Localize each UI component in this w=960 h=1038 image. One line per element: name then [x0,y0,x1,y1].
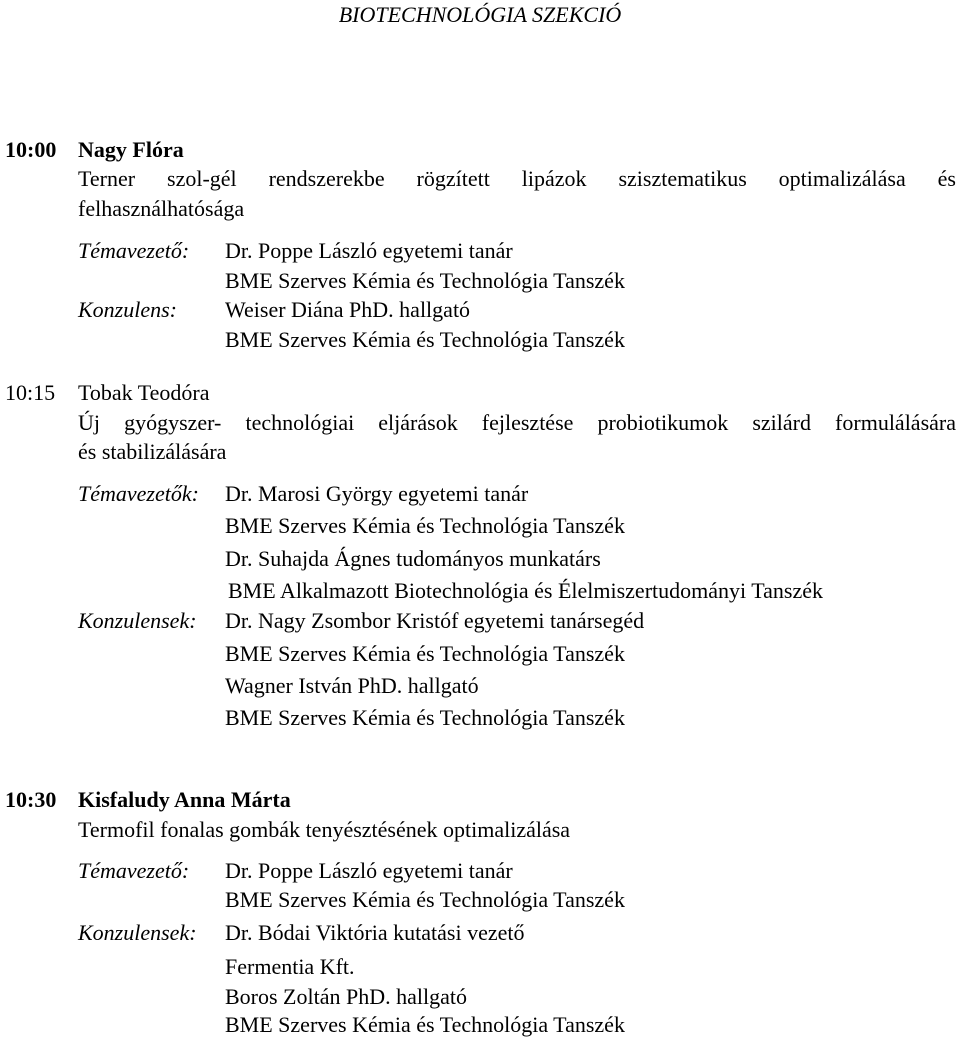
consultant-department: Fermentia Kft. [225,954,355,979]
talk-title-line: Új gyógyszer- technológiai eljárások fejlesztése probiotikumok szilárd formulálására [78,410,956,435]
talk-title-line: Termofil fonalas gombák tenyésztésének optimalizálása [78,817,571,842]
consultant-department: BME Szerves Kémia és Technológia Tanszék [225,327,625,352]
talk-title-line: és stabilizálására [78,439,227,464]
supervisor-name: Dr. Poppe László egyetemi tanár [225,238,513,263]
presenter-name: Kisfaludy Anna Márta [78,787,291,812]
supervisor-label: Témavezetők: [78,481,199,506]
supervisor-name: Dr. Marosi György egyetemi tanár [225,481,529,506]
presenter-name: Tobak Teodóra [78,380,210,405]
consultant-department: BME Szerves Kémia és Technológia Tanszék [225,641,625,666]
supervisor-department: BME Szerves Kémia és Technológia Tanszék [225,887,625,912]
supervisor-label: Témavezető: [78,858,190,883]
consultant-department: BME Szerves Kémia és Technológia Tanszék [225,705,625,730]
supervisor-name: Dr. Suhajda Ágnes tudományos munkatárs [225,546,601,571]
consultant-name: Boros Zoltán PhD. hallgató [225,984,467,1009]
consultant-label: Konzulensek: [78,608,197,633]
talk-title-line: Terner szol-gél rendszerekbe rögzített lipázok szisztematikus optimalizálása és [78,166,956,191]
session-time: 10:00 [5,137,57,162]
consultant-department: BME Szerves Kémia és Technológia Tanszék [225,1012,625,1037]
consultant-name: Weiser Diána PhD. hallgató [225,297,471,322]
consultant-name: Wagner István PhD. hallgató [225,673,479,698]
consultant-label: Konzulens: [78,297,177,322]
section-title: BIOTECHNOLÓGIA SZEKCIÓ [338,2,622,27]
supervisor-department: BME Szerves Kémia és Technológia Tanszék [225,513,625,538]
supervisor-department: BME Szerves Kémia és Technológia Tanszék [225,268,625,293]
presenter-name: Nagy Flóra [78,137,184,162]
consultant-name: Dr. Nagy Zsombor Kristóf egyetemi tanársegéd [225,608,645,633]
session-time: 10:30 [5,787,57,812]
consultant-name: Dr. Bódai Viktória kutatási vezető [225,920,525,945]
consultant-label: Konzulensek: [78,920,197,945]
supervisor-label: Témavezető: [78,238,190,263]
supervisor-department: BME Alkalmazott Biotechnológia és Élelmiszertudományi Tanszék [228,578,823,603]
session-time: 10:15 [5,380,56,405]
supervisor-name: Dr. Poppe László egyetemi tanár [225,858,513,883]
talk-title-line: felhasználhatósága [78,196,245,221]
